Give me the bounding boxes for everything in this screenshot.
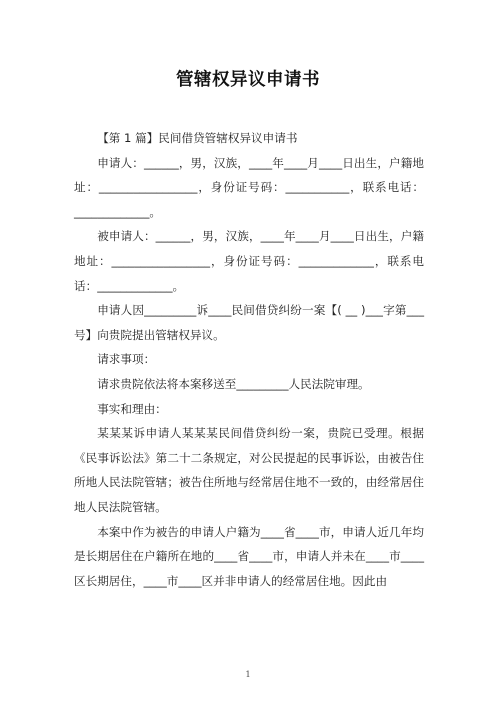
request-paragraph: 请求贵院依法将本案移送至_________人民法院审理。 [97,376,370,391]
section-heading: 【第 1 篇】民间借贷管辖权异议申请书 [97,131,298,145]
document-title: 管辖权异议申请书 [176,70,320,90]
objection-paragraph: 申请人因_________诉____民间借贷纠纷一案【( __ )___字第___号】向贵院提出管辖权异议。 [74,303,424,342]
page-number: 1 [245,670,251,679]
document-body [74,126,424,593]
request-heading: 请求事项： [97,352,156,367]
facts-heading: 事实和理由： [97,401,167,416]
respondent-paragraph: 被申请人：______，男，汉族，____年____月____日出生，户籍地址：_________________，身份证号码：_____________，联系电话：_____________。 [74,229,424,293]
applicant-paragraph: 申请人：______，男，汉族，____年____月____日出生，户籍地址：_________________，身份证号码：___________，联系电话：_____________。 [74,155,424,219]
residence-paragraph: 本案中作为被告的申请人户籍为____省____市，申请人近几年均是长期居住在户籍所在地的____省____市，申请人并未在____市____区长期居住，____市____区并非申请人的经常居住地。因此由 [74,524,424,588]
facts-paragraph: 某某某诉申请人某某某民间借贷纠纷一案，贵院已受理。根据《民事诉讼法》第二十二条规定，对公民提起的民事诉讼，由被告住所地人民法院管辖；被告住所地与经常居住地不一致的，由经常居住地人民法院管辖。 [74,426,424,514]
